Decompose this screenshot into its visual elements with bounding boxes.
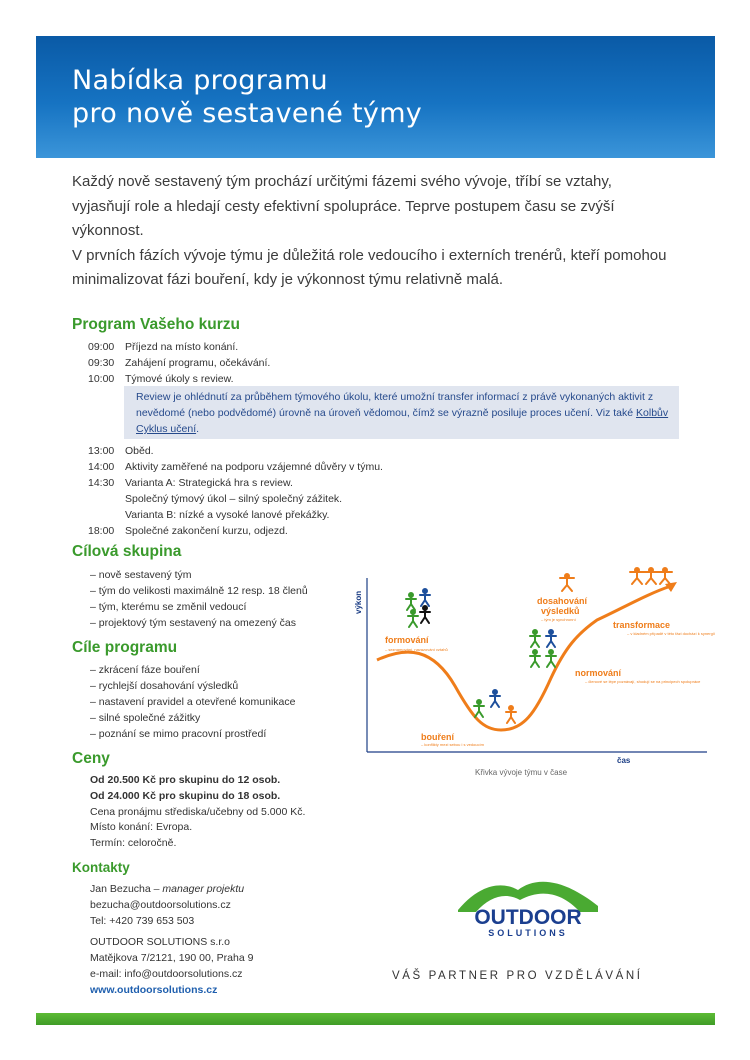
schedule-line: Oběd. (125, 445, 154, 457)
logo-wordmark: OUTDOOR (474, 906, 582, 929)
schedule-line: Aktivity zaměřené na podporu vzájemné důvěry v týmu. (125, 461, 383, 473)
list-item: – poznání se mimo pracovní prostředí (90, 728, 267, 740)
schedule-row (88, 371, 270, 387)
contacts-heading: Kontakty (72, 860, 130, 875)
schedule-bottom (88, 443, 383, 539)
phase-label: formování (385, 635, 429, 645)
x-axis-label: čas (617, 756, 631, 765)
phase-note: – konflikty mezi sebou i s vedoucím (421, 742, 484, 747)
schedule-line: Varianta B: nízké a vysoké lanové překážky. (125, 509, 330, 521)
phase-label-line-2: výsledků (541, 606, 580, 616)
header-banner (36, 36, 715, 158)
target-group-list (90, 567, 308, 631)
outdoor-solutions-logo (448, 872, 608, 942)
prices-list (90, 773, 305, 852)
company-website-link[interactable]: www.outdoorsolutions.cz (90, 983, 218, 996)
schedule-row (88, 475, 383, 523)
phase-note: – v kladném případě v této fázi dochází k synergii (627, 631, 715, 636)
list-item: – tým, kterému se změnil vedoucí (90, 601, 247, 613)
schedule-time: 13:00 (88, 445, 115, 457)
list-item: – projektový tým sestavený na omezený čas (90, 617, 297, 629)
price-line: Cena pronájmu střediska/učebny od 5.000 Kč. (90, 805, 306, 818)
figures-bouřeni (474, 690, 516, 723)
schedule-time: 09:30 (88, 357, 115, 369)
schedule-time: 14:30 (88, 477, 115, 489)
venue-line: Místo konání: Evropa. (90, 821, 193, 834)
schedule-top (88, 339, 270, 387)
team-development-diagram (355, 568, 715, 780)
schedule-row (88, 459, 383, 475)
contacts-block (90, 882, 253, 999)
tagline: VÁŠ PARTNER PRO VZDĚLÁVÁNÍ (392, 970, 643, 982)
list-item: – tým do velikosti maximálně 12 resp. 18 členů (90, 585, 308, 597)
list-item: – rychlejší dosahování výsledků (90, 680, 239, 692)
schedule-row (88, 339, 270, 355)
figures-formovani (406, 589, 430, 627)
review-end: . (196, 423, 200, 435)
schedule-time: 14:00 (88, 461, 115, 473)
company-name: OUTDOOR SOLUTIONS s.r.o (90, 936, 231, 949)
kolb-cycle-link[interactable]: Kolbův Cyklus učení (136, 407, 669, 435)
title-line-2: pro nově sestavené týmy (72, 98, 423, 129)
price-line: Od 20.500 Kč pro skupinu do 12 osob. (90, 774, 281, 786)
list-item: – nově sestavený tým (90, 569, 192, 581)
price-line: Od 24.000 Kč pro skupinu do 18 osob. (90, 789, 281, 802)
development-curve (377, 586, 671, 730)
schedule-text (125, 459, 383, 475)
schedule-line: Příjezd na místo konání. (125, 341, 239, 353)
figures-normovani (530, 630, 556, 667)
phase-note: – seznamování, navazování vztahů (385, 647, 448, 652)
list-item: – zkrácení fáze bouření (90, 664, 200, 676)
page-title (72, 64, 422, 130)
figures-dosahovani (560, 574, 574, 591)
schedule-time: 10:00 (88, 373, 115, 385)
schedule-text (125, 443, 154, 459)
schedule-text (125, 523, 288, 539)
schedule-text (125, 355, 270, 371)
schedule-time: 18:00 (88, 525, 115, 537)
diagram-caption: Křivka vývoje týmu v čase (475, 768, 568, 777)
schedule-row (88, 523, 383, 539)
review-text: Review je ohlédnutí za průběhem týmového úkolu, které umožní transfer informací z právě vykonaných aktivit z nevědomé (nebo podvědomé) úrovně na úroveň vědomou, čímž se výrazně posiluje proces učení. Viz také (136, 391, 654, 419)
contact-person (90, 882, 253, 898)
phase-note: – tým je synchronní (541, 617, 576, 622)
schedule-line: Společný týmový úkol – silný společný zážitek. (125, 493, 343, 505)
intro-paragraph-1: Každý nově sestavený tým prochází určitými fázemi svého vývoje, tříbí se vztahy, vyjasňují role a hledají cesty efektivní spolupráce. Teprve postupem času se zvýší výkonnost. (72, 173, 615, 239)
logo-subwordmark: SOLUTIONS (488, 928, 568, 938)
program-heading: Program Vašeho kurzu (72, 316, 240, 333)
schedule-line: Zahájení programu, očekávání. (125, 357, 271, 369)
company-address: Matějkova 7/2121, 190 00, Praha 9 (90, 952, 254, 965)
phase-label: normování (575, 668, 622, 678)
review-box (124, 386, 679, 439)
person-name: Jan Bezucha (90, 883, 151, 895)
footer-bar (36, 1013, 715, 1025)
phase-label: bouření (421, 732, 454, 742)
figures-transformace (630, 568, 672, 584)
schedule-text (125, 339, 238, 355)
target-group-heading: Cílová skupina (72, 543, 182, 560)
prices-heading: Ceny (72, 750, 110, 767)
goals-list (90, 662, 295, 742)
y-axis-label: výkon (354, 590, 363, 614)
phase-note: – členové se lépe poznávají, shodují se na principech spolupráce (585, 679, 701, 684)
schedule-row (88, 355, 270, 371)
list-item: – silné společné zážitky (90, 712, 201, 724)
company-email[interactable]: e-mail: info@outdoorsolutions.cz (90, 967, 243, 980)
intro-paragraph-2: V prvních fázích vývoje týmu je důležitá role vedoucího i externích trenérů, kteří pomohou minimalizovat fázi bouření, kdy je výkonnost týmu relativně malá. (72, 246, 667, 288)
phase-label: transformace (613, 620, 671, 630)
schedule-text (125, 371, 234, 387)
schedule-time: 09:00 (88, 341, 115, 353)
schedule-row (88, 443, 383, 459)
schedule-line: Varianta A: Strategická hra s review. (125, 477, 293, 489)
goals-heading: Cíle programu (72, 639, 178, 656)
schedule-line: Společné zakončení kurzu, odjezd. (125, 525, 288, 537)
person-role: – manager projektu (150, 883, 245, 895)
list-item: – nastavení pravidel a otevřené komunikace (90, 696, 296, 708)
contact-email[interactable]: bezucha@outdoorsolutions.cz (90, 898, 231, 911)
contact-phone: Tel: +420 739 653 503 (90, 914, 195, 927)
phase-label: dosahování (537, 596, 588, 606)
schedule-text (125, 475, 342, 523)
intro-text (72, 170, 672, 293)
title-line-1: Nabídka programu (72, 65, 328, 96)
schedule-line: Týmové úkoly s review. (125, 373, 234, 385)
term-line: Termín: celoročně. (90, 837, 177, 850)
